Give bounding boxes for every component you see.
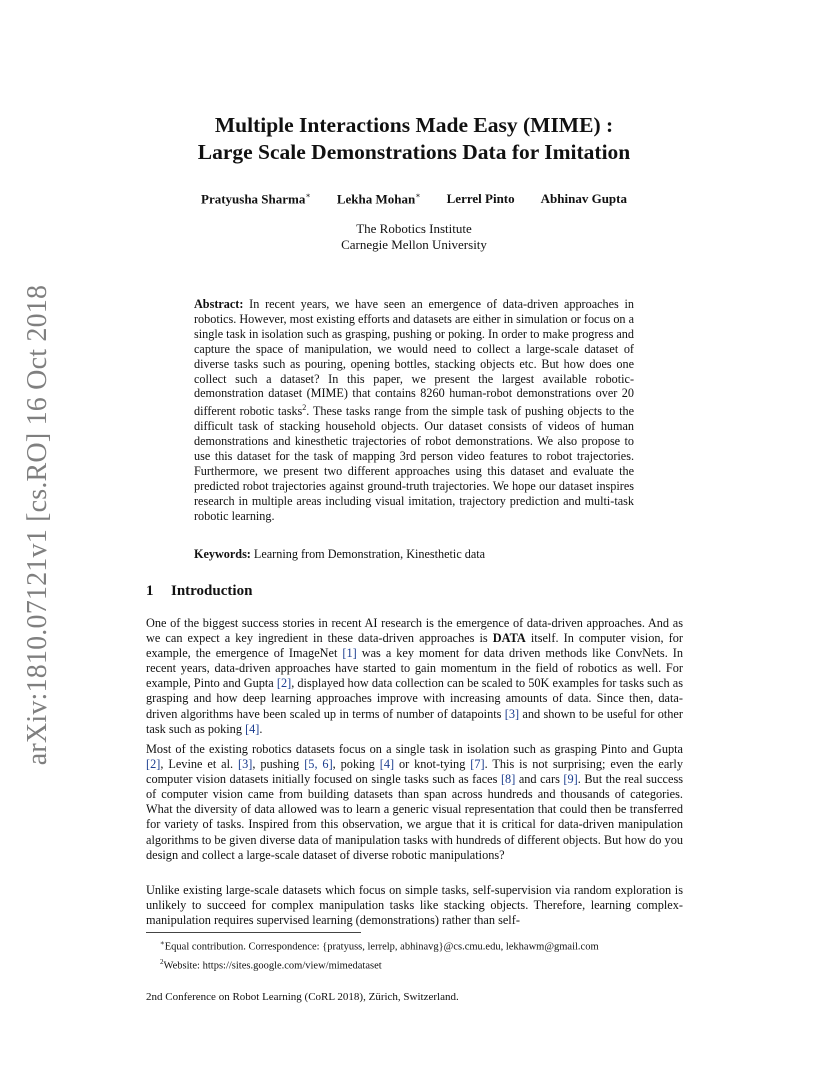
footnote-mark: 2 xyxy=(302,403,307,413)
text-run: , Levine et al. xyxy=(160,757,239,772)
text-run: One of the biggest success stories in recent AI research is the emergence of data-driven approaches. And as we can expect a key ingredient in these data-driven approaches is xyxy=(146,616,683,646)
footnote-text: Website: https://sites.google.com/view/mimedataset xyxy=(163,960,382,971)
author-list xyxy=(146,191,682,207)
footnote-mark: 2 xyxy=(160,957,164,966)
body-paragraph xyxy=(146,742,683,863)
title-line-1: Multiple Interactions Made Easy (MIME) : xyxy=(214,113,614,137)
citation-link[interactable]: [7] xyxy=(470,757,485,772)
abstract-text-cont: . These tasks range from the simple task of pushing objects to the difficult task of stacking household objects. Our dataset consists of videos of human demonstrations and kinesthetic trajectories of robot demonstrations. We also propose to use this dataset for the task of mapping 3rd person video features to robot trajectories. Furthermore, we present two different approaches using this dataset and evaluate the predicted robot trajectories against ground-truth trajectories. We hope our dataset inspires research in multiple areas including visual imitation, trajectory prediction and multi-task robotic learning. xyxy=(194,404,634,523)
arxiv-identifier-stamp: arXiv:1810.07121v1 [cs.RO] 16 Oct 2018 xyxy=(22,284,53,766)
citation-link[interactable]: [1] xyxy=(342,646,357,661)
text-run: or knot-tying xyxy=(394,757,471,772)
citation-link[interactable]: [8] xyxy=(500,772,516,787)
text-run: and shown to be useful for other task such as poking xyxy=(146,706,683,736)
paper-title xyxy=(146,112,682,166)
conference-notice: 2nd Conference on Robot Learning (CoRL 2018), Zürich, Switzerland. xyxy=(146,991,459,1003)
section-number: 1 xyxy=(146,583,154,599)
citation-link[interactable]: [2] xyxy=(146,757,161,772)
citation-link[interactable]: [2] xyxy=(276,676,292,691)
citation-link[interactable]: [3] xyxy=(504,706,520,721)
footnote-text: Equal contribution. Correspondence: {pratyuss, lerrelp, abhinavg}@cs.cmu.edu, lekhawm@gmail.com xyxy=(164,941,599,953)
text-run: , pushing xyxy=(252,757,305,772)
abstract-label: Abstract: xyxy=(194,297,244,311)
author xyxy=(201,191,311,207)
text-run: , poking xyxy=(332,757,380,772)
affiliation-institute: The Robotics Institute xyxy=(356,221,472,236)
text-run: . xyxy=(259,721,263,736)
body-paragraph: Unlike existing large-scale datasets which focus on simple tasks, self-supervision via random exploration is unlikely to succeed for complex manipulation tasks like stacking objects. Therefore, learning complex-manipulation requires supervised learning (demonstrations) rather than self- xyxy=(146,883,683,928)
author-name: Abhinav Gupta xyxy=(540,191,627,206)
citation-link[interactable]: [4] xyxy=(245,721,260,736)
author-name: Lekha Mohan xyxy=(336,191,416,207)
footnote xyxy=(160,955,599,974)
citation-link[interactable]: [9] xyxy=(563,772,578,787)
author xyxy=(337,191,421,207)
affiliation xyxy=(146,221,682,253)
equal-contribution-mark: ∗ xyxy=(415,191,421,200)
keywords xyxy=(194,547,634,562)
footnote-divider xyxy=(146,932,361,933)
text-run: was a key moment for data driven methods like ConvNets. In recent years, data-driven approaches have started to gain momentum in the field of robotics as well. For example, Pinto and Gupta xyxy=(146,646,683,691)
footnote xyxy=(160,936,599,955)
citation-link[interactable]: [3] xyxy=(238,757,253,772)
section-title: Introduction xyxy=(171,583,253,599)
text-run: . But the real success of computer vision came from building datasets than span across hundreds and thousands of categories. What the diversity of data allowed was to learn a generic visual representation that could then be transferred for variety of tasks. Inspired from this observation, we argue that it is critical for data-driven manipulation algorithms to be given diverse data of manipulation tasks with hundreds of different objects. But how do you design and collect a large-scale dataset of diverse robotic manipulations? xyxy=(146,772,684,862)
affiliation-university: Carnegie Mellon University xyxy=(341,237,487,252)
citation-link[interactable]: [4] xyxy=(379,757,395,772)
keywords-label: Keywords: xyxy=(194,547,251,561)
section-heading xyxy=(146,583,252,600)
text-run: , displayed how data collection can be scaled to 50K examples for tasks such as grasping and how deep learning approaches improve with increasing amounts of data. Since then, data-driven algorithms have been scaled up in terms of number of datapoints xyxy=(146,676,683,721)
equal-contribution-mark: ∗ xyxy=(305,191,311,200)
footnotes xyxy=(160,936,599,973)
author xyxy=(541,191,627,207)
text-run: Most of the existing robotics datasets focus on a single task in isolation such as grasping Pinto and Gupta xyxy=(146,742,683,756)
text-run: and cars xyxy=(515,772,564,787)
text-run: itself. In computer vision, for example, the emergence of ImageNet xyxy=(146,631,683,661)
author xyxy=(447,191,515,207)
bold-text: DATA xyxy=(492,631,526,646)
body-paragraph xyxy=(146,616,683,737)
text-run: . This is not surprising; even the early computer vision datasets initially focused on single tasks such as faces xyxy=(146,757,683,787)
abstract xyxy=(194,297,634,524)
author-name: Lerrel Pinto xyxy=(446,191,515,206)
abstract-text: In recent years, we have seen an emergence of data-driven approaches in robotics. However, most existing efforts and datasets are either in simulation or focus on a single task in isolation such as grasping, pushing or poking. In order to make progress and capture the space of manipulation, we would need to collect a large-scale dataset of diverse tasks such as pouring, opening bottles, stacking objects etc. But how does one collect such a dataset? In this paper, we present the largest available robotic-demonstration dataset (MIME) that contains 8260 human-robot demonstrations over 20 different robotic tasks xyxy=(194,297,634,419)
citation-link[interactable]: [5, 6] xyxy=(304,757,333,772)
footnote-mark: ∗ xyxy=(160,939,165,947)
keywords-text: Learning from Demonstration, Kinesthetic data xyxy=(250,547,486,561)
author-name: Pratyusha Sharma xyxy=(201,191,306,207)
title-line-2: Large Scale Demonstrations Data for Imitation xyxy=(197,140,631,164)
